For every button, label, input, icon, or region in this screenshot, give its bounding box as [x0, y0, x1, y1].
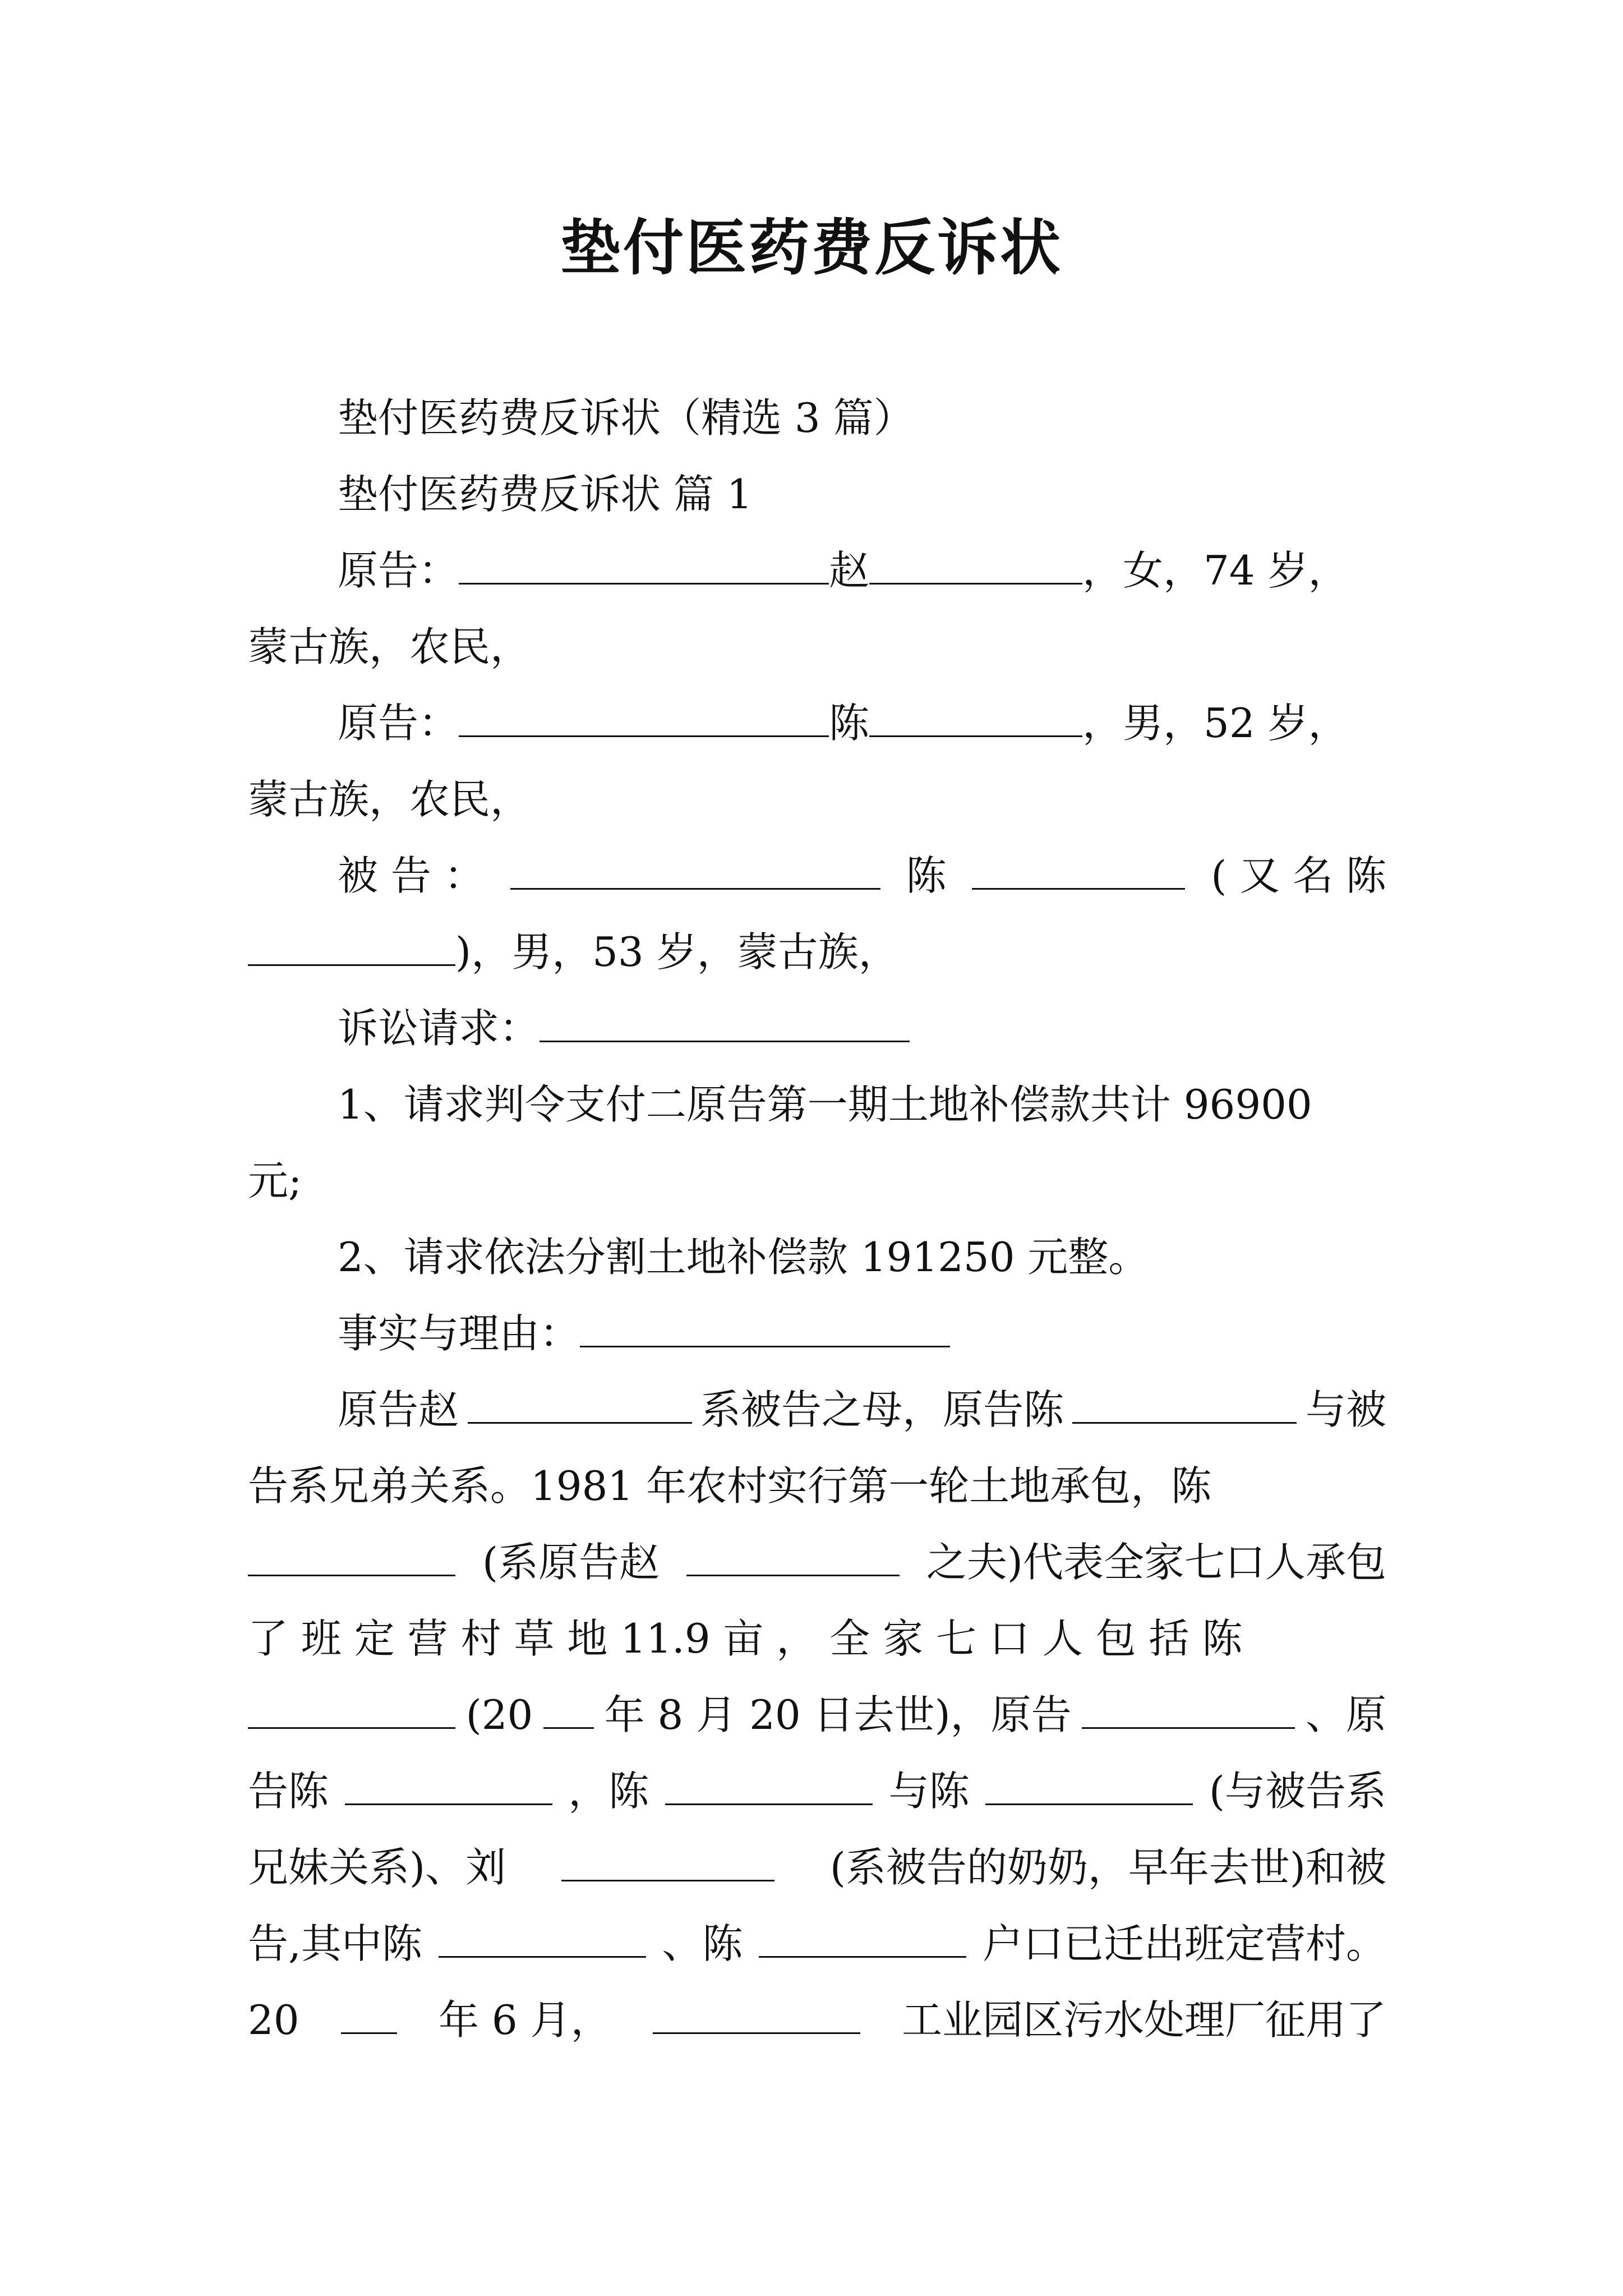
text: ，陈 [568, 1768, 649, 1815]
defendant-line [248, 838, 1386, 914]
blank-field [248, 1719, 455, 1729]
claim-1-cont [248, 1143, 1386, 1219]
blank-field [686, 1567, 900, 1576]
claim-2 [248, 1219, 1386, 1295]
label: 被 告 ： [338, 852, 485, 899]
text: 蒙古族，农民， [248, 623, 531, 670]
plaintiff-1-line [248, 532, 1386, 609]
claims-heading [248, 990, 1386, 1066]
text: 陈 [906, 852, 947, 899]
facts-line-4 [248, 1600, 1386, 1677]
facts-line-2 [248, 1448, 1386, 1524]
blank-field [341, 2024, 397, 2034]
text: 20 [248, 1996, 299, 2044]
section-heading [248, 456, 1386, 532]
label: 事实与理由： [338, 1310, 580, 1357]
label: 原告： [338, 700, 459, 747]
text: 原告赵 [338, 1386, 459, 1433]
plaintiff-2-line [248, 685, 1386, 761]
blank-field [561, 1872, 774, 1881]
blank-field [439, 1948, 646, 1958]
text: ，女，74 岁， [1082, 547, 1349, 594]
text: (系原告赵 [482, 1539, 660, 1586]
blank-field [459, 575, 829, 585]
facts-line-5 [248, 1677, 1386, 1753]
blank-field [1082, 1719, 1295, 1729]
blank-field [540, 1033, 910, 1042]
text: (系被告的奶奶，早年去世)和被 [829, 1844, 1386, 1891]
text: ，男，52 岁， [1082, 700, 1349, 747]
text: 1、请求判令支付二原告第一期土地补偿款共计 96900 [338, 1081, 1312, 1128]
label: 原告： [338, 547, 459, 594]
plaintiff-1-cont [248, 609, 1386, 685]
blank-field [543, 1719, 594, 1729]
blank-field [510, 880, 880, 890]
text: 告系兄弟关系。1981 年农村实行第一轮土地承包，陈 [248, 1462, 1212, 1510]
blank-field [869, 728, 1082, 737]
blank-field [345, 1796, 552, 1805]
text: 2、请求依法分割土地补偿款 191250 元整。 [338, 1234, 1149, 1281]
blank-field [665, 1796, 873, 1805]
text: (20 [465, 1691, 533, 1738]
facts-line-3 [248, 1524, 1386, 1600]
text: 兄妹关系)、刘 [248, 1844, 506, 1891]
text: 系被告之母，原告陈 [700, 1386, 1064, 1433]
text: 陈 [829, 700, 870, 747]
text: 垫付医药费反诉状（精选 3 篇） [338, 394, 914, 441]
facts-line-6 [248, 1753, 1386, 1829]
blank-field [972, 880, 1185, 890]
facts-heading [248, 1295, 1386, 1372]
text: 、原 [1305, 1691, 1386, 1738]
text: 年 6 月， [439, 1996, 611, 2044]
text: 、陈 [662, 1920, 743, 1967]
label: 诉讼请求： [338, 1005, 540, 1052]
facts-line-1 [248, 1372, 1386, 1448]
plaintiff-2-cont [248, 761, 1386, 838]
blank-field [248, 1567, 455, 1576]
text: 了 班 定 营 村 草 地 11.9 亩 ， 全 家 七 口 人 包 括 陈 [248, 1615, 1243, 1662]
blank-field [869, 575, 1082, 585]
text: 告陈 [248, 1768, 329, 1815]
document-title: 垫付医药费反诉状 [560, 213, 1063, 283]
blank-field [248, 956, 455, 966]
facts-line-7 [248, 1829, 1386, 1906]
text: 告,其中陈 [248, 1920, 422, 1967]
text: 元; [248, 1157, 302, 1204]
text: 垫付医药费反诉状 篇 1 [338, 471, 753, 518]
subtitle-line [248, 380, 1386, 456]
text: (与被告系 [1209, 1768, 1386, 1815]
defendant-cont [248, 914, 1386, 990]
blank-field [653, 2024, 860, 2034]
text: 之夫)代表全家七口人承包 [926, 1539, 1386, 1586]
text: 与陈 [888, 1768, 970, 1815]
blank-field [468, 1414, 692, 1424]
facts-line-9 [248, 1982, 1386, 2058]
blank-field [759, 1948, 966, 1958]
facts-line-8 [248, 1906, 1386, 1982]
blank-field [580, 1338, 950, 1347]
text: 与被 [1305, 1386, 1386, 1433]
text: 蒙古族，农民， [248, 776, 531, 823]
text: 户口已迁出班定营村。 [982, 1920, 1386, 1967]
blank-field [459, 728, 829, 737]
text: 工业园区污水处理厂征用了 [901, 1996, 1386, 2044]
claim-1 [248, 1066, 1386, 1143]
text: ( 又 名 陈 [1211, 852, 1386, 899]
text: 赵 [829, 547, 870, 594]
text: )，男，53 岁，蒙古族， [455, 928, 899, 976]
blank-field [985, 1796, 1193, 1805]
document-body [248, 380, 1386, 2058]
text: 年 8 月 20 日去世)，原告 [604, 1691, 1072, 1738]
blank-field [1072, 1414, 1297, 1424]
